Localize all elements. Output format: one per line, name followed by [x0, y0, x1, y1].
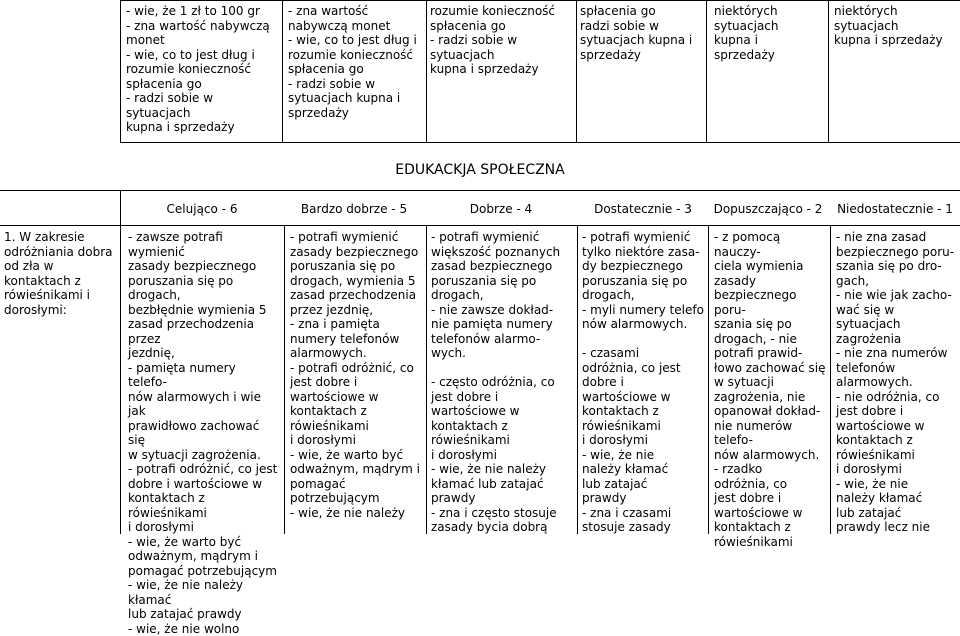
table-border: [0, 190, 960, 191]
grade-header-2: Dopuszczająco - 2: [713, 202, 823, 216]
table-border: [426, 225, 427, 534]
table-border: [830, 225, 831, 534]
grade-header-4: Dobrze - 4: [469, 202, 533, 216]
table-border: [120, 142, 960, 143]
grade-header-5: Bardzo dobrze - 5: [300, 202, 408, 216]
criteria-cell-5: - potrafi wymienić zasady bezpiecznego poruszania się po drogach, wymienia 5 zasad przechodzenia przez jezdnię, - zna i pamięta numery telefonów alarmowych. - potrafi odróżnić, co jest dobre i wartościowe w kontaktach z rówieśnikami i dorosłymi - wie, że warto być odważnym, mądrym i pomagać potrzebującym - wie, że nie należy: [290, 230, 420, 520]
top-cell-3: spłacenia go radzi sobie w sytuacjach kupna i sprzedaży: [580, 4, 693, 62]
section-title: EDUKACKJA SPOŁECZNA: [395, 162, 565, 178]
table-border: [426, 0, 427, 142]
table-border: [0, 225, 960, 226]
grade-header-3: Dostatecznie - 3: [594, 202, 692, 216]
table-border: [120, 0, 121, 142]
table-border: [576, 0, 577, 142]
criteria-cell-3: - potrafi wymienić tylko niektóre zasa- dy bezpiecznego poruszania się po drogach, - myli numery telefo nów alarmowych. - czasami odróżnia, co jest dobre i wartościowe w kontaktach z rówieśnikami i dorosłymi - wie, że nie należy kłamać lub zatajać prawdy - zna i czasami stosuje zasady: [582, 230, 704, 534]
grade-header-6: Celująco - 6: [166, 202, 238, 216]
top-cell-1: niektórych sytuacjach kupna i sprzedaży: [834, 4, 943, 47]
table-border: [284, 225, 285, 534]
table-border: [120, 0, 960, 1]
criteria-cell-1: - nie zna zasad bezpiecznego poru- szania się po dro- gach, - nie wie jak zacho- wać się w sytuacjach zagrożenia - nie zna numerów telefonów alarmowych. - nie odróżnia, co jest dobre i wartościowe w kontaktach z rówieśnikami i dorosłymi - wie, że nie należy kłamać lub zatajać prawdy lecz nie: [836, 230, 955, 534]
table-border: [282, 0, 283, 142]
table-border: [706, 0, 707, 142]
criteria-cell-2: - z pomocą nauczy- ciela wymienia zasady bezpiecznego poru- szania się po drogach, - nie potrafi prawid- łowo zachować się w sytuacji zagrożenia, nie opanował dokład- nie numerów telefo- nów alarmowych. - rzadko odróżnia, co jest dobre i wartościowe w kontaktach z rówieśnikami: [714, 230, 826, 549]
top-cell-2: niektórych sytuacjach kupna i sprzedaży: [714, 4, 779, 62]
row-label: 1. W zakresie odróżniania dobra od zła w kontaktach z rówieśnikami i dorosłymi:: [4, 230, 113, 317]
table-border: [577, 225, 578, 534]
top-cell-6: - wie, że 1 zł to 100 gr - zna wartość nabywczą monet - wie, co to jest dług i rozumie konieczność spłacenia go - radzi sobie w sytuacjach kupna i sprzedaży: [126, 4, 270, 134]
criteria-cell-4: - potrafi wymienić większość poznanych zasad bezpiecznego poruszania się po drogach, - nie zawsze dokład- nie pamięta numery telefonów alarmo- wych. - często odróżnia, co jest dobre i wartościowe w kontaktach z rówieśnikami i dorosłymi - wie, że nie należy kłamać lub zatajać prawdy - zna i często stosuje zasady bycia dobrą: [431, 230, 561, 534]
table-border: [828, 0, 829, 142]
grade-header-1: Niedostatecznie - 1: [837, 202, 953, 216]
table-border: [708, 225, 709, 534]
top-cell-4: rozumie konieczność spłacenia go - radzi sobie w sytuacjach kupna i sprzedaży: [430, 4, 556, 76]
table-border: [120, 190, 121, 534]
criteria-cell-6: - zawsze potrafi wymienić zasady bezpiecznego poruszania się po drogach, bezbłędnie wymienia 5 zasad przechodzenia przez jezdnię, - pamięta numery telefo- nów alarmowych i wie jak prawidłowo zachować się w sytuacji zagrożenia. - potrafi odróżnić, co jest dobre i wartościowe w kontaktach z rówieśnikami i dorosłymi - wie, że warto być odważnym, mądrym i pomagać potrzebującym - wie, że nie należy kłamać lub zatajać prawdy - wie, że nie wolno: [128, 230, 278, 636]
top-cell-5: - zna wartość nabywczą monet - wie, co to jest dług i rozumie konieczność spłacenia go - radzi sobie w sytuacjach kupna i sprzedaży: [288, 4, 417, 120]
